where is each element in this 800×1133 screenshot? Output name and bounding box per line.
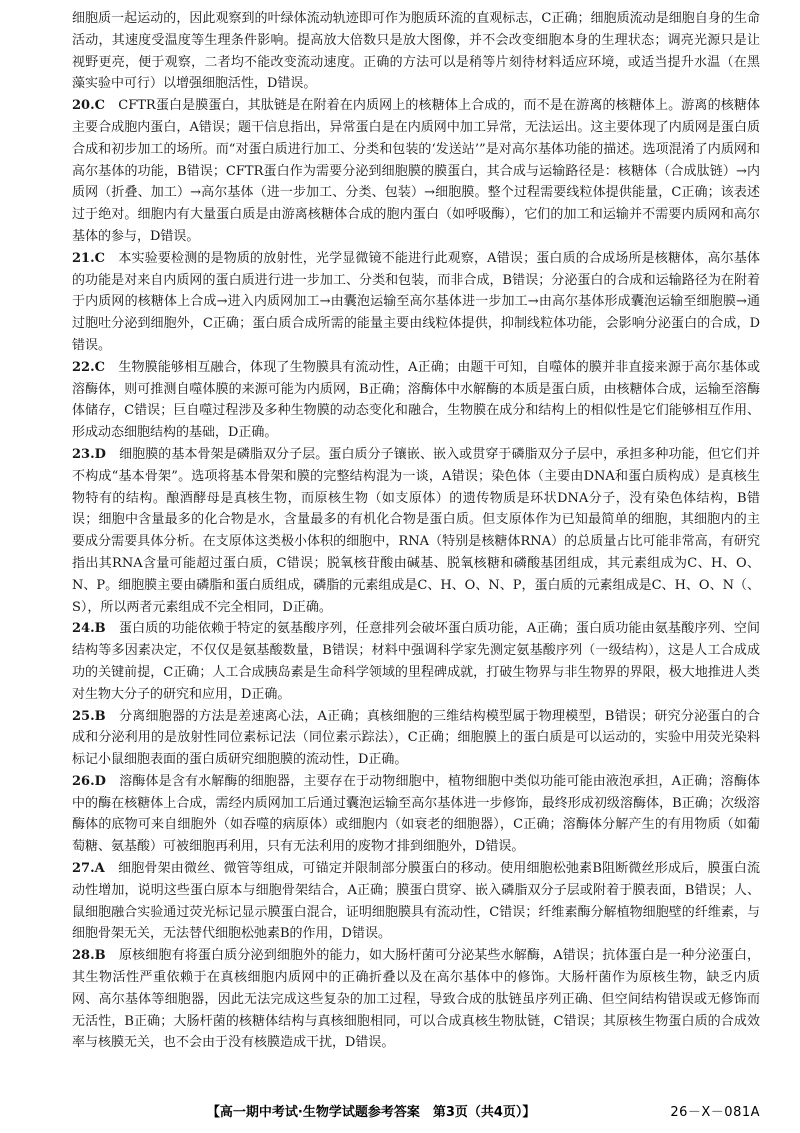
answer-item-28 <box>72 945 760 1054</box>
answer-item-24 <box>72 618 760 705</box>
answer-item-27 <box>72 858 760 945</box>
answer-item-20 <box>72 95 760 248</box>
answer-text: 本实验要检测的是物质的放射性，光学显微镜不能进行此观察，A错误；蛋白质的合成场所是核糖体，高尔基体的功能是对来自内质网的蛋白质进行进一步加工、分类和包装，而非合成，B错误；分泌蛋白的合成和运输路径为在附着于内质网的核糖体上合成→进入内质网加工→由囊泡运输至高尔基体进一步加工→由高尔基体形成囊泡运输至细胞膜→通过胞吐分泌到细胞外，C正确；蛋白质合成所需的能量主要由线粒体提供，抑制线粒体功能，会影响分泌蛋白的合成，D错误。 <box>72 250 760 353</box>
answer-text: 细胞骨架由微丝、微管等组成，可锚定并限制部分膜蛋白的移动。使用细胞松弛素B阻断微丝形成后，膜蛋白流动性增加，说明这些蛋白原本与细胞骨架结合，A正确；膜蛋白贯穿、嵌入磷脂双分子层或附着于膜表面，B错误；人、鼠细胞融合实验通过荧光标记显示膜蛋白混合，证明细胞膜具有流动性，C错误；纤维素酶分解植物细胞壁的纤维素，与细胞骨架无关，无法替代细胞松弛素B的作用，D错误。 <box>72 861 760 942</box>
answer-number: 24.B <box>72 621 106 637</box>
intro-paragraph: 细胞质一起运动的，因此观察到的叶绿体流动轨迹即可作为胞质环流的直观标志，C正确；细胞质流动是细胞自身的生命活动，其速度受温度等生理条件影响。提高放大倍数只是放大图像，并不会改变细胞本身的生理状态；调亮光源只是让视野更亮，便于观察，二者均不能改变流动速度。正确的方法可以是稍等片刻待材料适应环境，或适当提升水温（在黑藻实验中可行）以增强细胞活性，D错误。 <box>72 11 760 92</box>
answer-item-22 <box>72 357 760 444</box>
answer-number: 27.A <box>72 861 105 877</box>
answer-item-26 <box>72 771 760 858</box>
answer-number: 20.C <box>72 98 105 114</box>
answer-text: 生物膜能够相互融合，体现了生物膜具有流动性，A正确；由题干可知，自噬体的膜并非直接来源于高尔基体或溶酶体，则可推测自噬体膜的来源可能为内质网，B正确；溶酶体中水解酶的本质是蛋白质，由核糖体合成，运输至溶酶体储存，C错误；巨自噬过程涉及多种生物膜的动态变化和融合，生物膜在成分和结构上的相似性是它们能够相互作用、形成动态细胞结构的基础，D正确。 <box>72 359 760 441</box>
answer-number: 23.D <box>72 446 106 462</box>
answer-text: 原核细胞有将蛋白质分泌到细胞外的能力，如大肠杆菌可分泌某些水解酶，A错误；抗体蛋白是一种分泌蛋白，其生物活性严重依赖于在真核细胞内质网中的正确折叠以及在高尔基体中的修饰。大肠杆菌作为原核生物，缺乏内质网、高尔基体等细胞器，因此无法完成这些复杂的加工过程，导致合成的肽链虽序列正确、但空间结构错误或无修饰而无活性，B正确；大肠杆菌的核糖体结构与真核细胞相同，可以合成真核生物肽链，C错误；其原核生物蛋白质的合成效率与核膜无关，也不会由于没有核膜造成干扰，D错误。 <box>72 948 760 1051</box>
answer-item-21 <box>72 248 760 357</box>
answer-text: 蛋白质的功能依赖于特定的氨基酸序列，任意排列会破坏蛋白质功能，A正确；蛋白质功能由氨基酸序列、空间结构等多因素决定，不仅仅是氨基酸数量，B错误；材料中强调科学家先测定氨基酸序列（一级结构），这是人工合成成功的关键前提，C正确；人工合成胰岛素是生命科学领域的里程碑成就，打破生物界与非生物界的界限，极大地推进人类对生物大分子的研究和应用，D正确。 <box>72 621 760 702</box>
answer-list <box>72 95 760 1054</box>
page-footer <box>72 1101 760 1120</box>
answer-number: 26.D <box>72 773 106 789</box>
answer-text: 分离细胞器的方法是差速离心法，A正确；真核细胞的三维结构模型属于物理模型，B错误；研究分泌蛋白的合成和分泌利用的是放射性同位素标记法（同位素示踪法），C正确；细胞膜上的蛋白质是可以运动的，实验中用荧光染料标记小鼠细胞表面的蛋白质研究细胞膜的流动性，D正确。 <box>72 708 760 768</box>
answer-text: 溶酶体是含有水解酶的细胞器，主要存在于动物细胞中，植物细胞中类似功能可能由液泡承担，A正确；溶酶体中的酶在核糖体上合成，需经内质网加工后通过囊泡运输至高尔基体进一步修饰，最终形成初级溶酶体，B正确；次级溶酶体的底物可来自细胞外（如吞噬的病原体）或细胞内（如衰老的细胞器），C正确；溶酶体分解产生的有用物质（如葡萄糖、氨基酸）可被细胞再利用，只有无法利用的废物才排到细胞外，D错误。 <box>72 773 760 855</box>
answer-item-25 <box>72 706 760 771</box>
answer-text: 细胞膜的基本骨架是磷脂双分子层。蛋白质分子镶嵌、嵌入或贯穿于磷脂双分子层中，承担多种功能，但它们并不构成“基本骨架”。选项将基本骨架和膜的完整结构混为一谈，A错误；染色体（主要由DNA和蛋白质构成）是真核生物特有的结构。酿酒酵母是真核生物，而原核生物（如支原体）的遗传物质是环状DNA分子，没有染色体结构，B错误；细胞中含量最多的化合物是水，含量最多的有机化合物是蛋白质。但支原体作为已知最简单的细胞，其细胞内的主要成分需要具体分析。在支原体这类极小体积的细胞中，RNA（特别是核糖体RNA）的总质量占比可能非常高，有研究指出其RNA含量可能超过蛋白质，C错误；脱氧核苷酸由碱基、脱氧核糖和磷酸基团组成，其元素组成为C、H、O、N、P。细胞膜主要由磷脂和蛋白质组成，磷脂的元素组成是C、H、O、N、P，蛋白质的元素组成是C、H、O、N（、S），所以两者元素组成不完全相同，D正确。 <box>72 446 760 615</box>
answer-number: 21.C <box>72 250 105 266</box>
footer-title: 【高一期中考试·生物学试题参考答案 第3页（共4页）】 <box>206 1105 536 1120</box>
answer-number: 22.C <box>72 359 105 375</box>
answer-text: CFTR蛋白是膜蛋白，其肽链是在附着在内质网上的核糖体上合成的，而不是在游离的核糖体上。游离的核糖体主要合成胞内蛋白，A错误；题干信息指出，异常蛋白是在内质网中加工异常，无法运出。这主要体现了内质网是蛋白质合成和初步加工的场所。而“对蛋白质进行加工、分类和包装的‘发送站’”是对高尔基体功能的描述。选项混淆了内质网和高尔基体的功能，B错误；CFTR蛋白作为需要分泌到细胞膜的膜蛋白，其合成与运输路径是：核糖体（合成肽链）→内质网（折叠、加工）→高尔基体（进一步加工、分类、包装）→细胞膜。整个过程需要线粒体提供能量，C正确；该表述过于绝对。细胞内有大量蛋白质是由游离核糖体合成的胞内蛋白（如呼吸酶），它们的加工和运输并不需要内质网和高尔基体的参与，D错误。 <box>72 98 760 244</box>
answer-item-23 <box>72 444 760 618</box>
footer-code: 26－X－081A <box>670 1105 760 1120</box>
answer-number: 28.B <box>72 948 106 964</box>
answer-number: 25.B <box>72 708 106 724</box>
